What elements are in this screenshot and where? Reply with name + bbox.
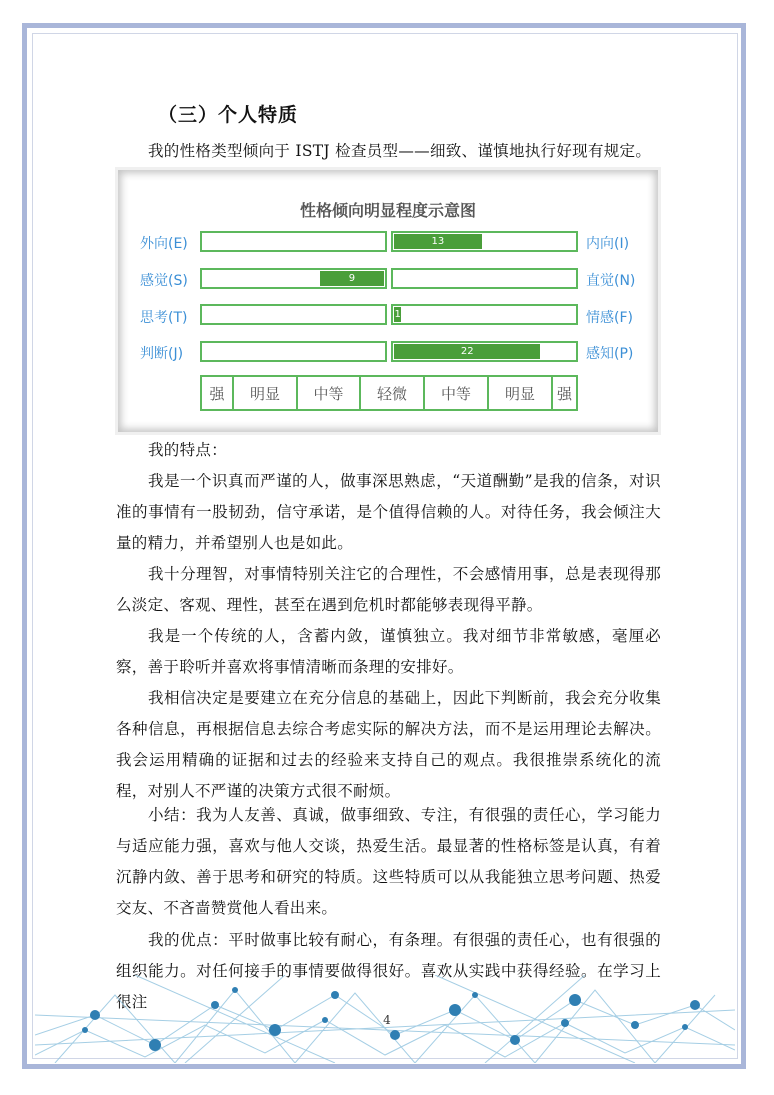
bar-fill-tf: 1 <box>394 309 401 320</box>
summary-paragraph: 小结：我为人友善、真诚，做事细致、专注，有很强的责任心，学习能力与适应能力强，喜欢与他人交谈，热爱生活。最显著的性格标签是认真，有着沉静内敛、善于思考和研究的特质。这些特质可以从我能独立思考问题、热爱交友、不吝啬赞赏他人看出来。 <box>116 806 661 917</box>
bar-left-row2 <box>200 268 387 289</box>
personality-chart <box>118 170 658 432</box>
bar-left-row3 <box>200 304 387 325</box>
strengths-paragraph: 我的优点：平时做事比较有耐心，有条理。有很强的责任心，也有很强的组织能力。对任何接手的事情要做得很好。喜欢从实践中获得经验。在学习上很注 <box>116 931 661 1011</box>
chart-title: 性格倾向明显程度示意图 <box>299 201 476 220</box>
scale-clear-left: 明显 <box>234 377 298 409</box>
bar-left-row4 <box>200 341 387 362</box>
bar-left-row1 <box>200 231 387 252</box>
bar-fill-sn: 9 <box>320 271 384 286</box>
trait-paragraph-2: 我十分理智，对事情特别关注它的合理性，不会感情用事，总是表现得那么淡定、客观、理性，甚至在遇到危机时都能够表现得平静。 <box>116 565 661 614</box>
trait-paragraph-3: 我是一个传统的人，含蓄内敛，谨慎独立。我对细节非常敏感，毫厘必察，善于聆听并喜欢将事情清晰而条理的安排好。 <box>116 627 661 676</box>
dim-label-i: 内向(I) <box>586 236 630 252</box>
page-number: 4 <box>383 1013 391 1027</box>
scale-moderate-left: 中等 <box>298 377 361 409</box>
intro-paragraph: 我的性格类型倾向于 ISTJ 检查员型——细致、谨慎地执行好现有规定。 <box>148 142 652 160</box>
scale-slight: 轻微 <box>361 377 425 409</box>
dim-label-j: 判断(J) <box>140 346 184 362</box>
dim-label-t: 思考(T) <box>140 310 188 326</box>
trait-paragraph-1: 我是一个识真而严谨的人，做事深思熟虑，“天道酬勤”是我的信条，对识准的事情有一股韧劲，信守承诺，是个值得信赖的人。对待任务，我会倾注大量的精力，并希望别人也是如此。 <box>116 472 661 552</box>
trait-paragraph-4: 我相信决定是要建立在充分信息的基础上，因此下判断前，我会充分收集各种信息，再根据信息去综合考虑实际的解决方法，而不是运用理论去解决。我会运用精确的证据和过去的经验来支持自己的观点。我很推崇系统化的流程，对别人不严谨的决策方式很不耐烦。 <box>116 689 661 800</box>
dim-label-f: 情感(F) <box>586 310 633 326</box>
dim-label-s: 感觉(S) <box>140 273 188 289</box>
dim-label-e: 外向(E) <box>140 236 188 252</box>
dim-label-p: 感知(P) <box>586 346 634 362</box>
intensity-scale <box>200 375 578 411</box>
bar-right-row3 <box>391 304 578 325</box>
bar-right-row1 <box>391 231 578 252</box>
scale-moderate-right: 中等 <box>425 377 489 409</box>
bar-fill-ei: 13 <box>394 234 482 249</box>
bar-right-row4 <box>391 341 578 362</box>
scale-strong-right: 强 <box>556 384 572 403</box>
bar-right-row2 <box>391 268 578 289</box>
traits-heading: 我的特点： <box>148 441 228 459</box>
bar-fill-jp: 22 <box>394 344 540 359</box>
scale-clear-right: 明显 <box>489 377 553 409</box>
section-title: （三）个人特质 <box>158 104 299 126</box>
dim-label-n: 直觉(N) <box>586 273 636 289</box>
scale-strong-left: 强 <box>202 377 234 409</box>
